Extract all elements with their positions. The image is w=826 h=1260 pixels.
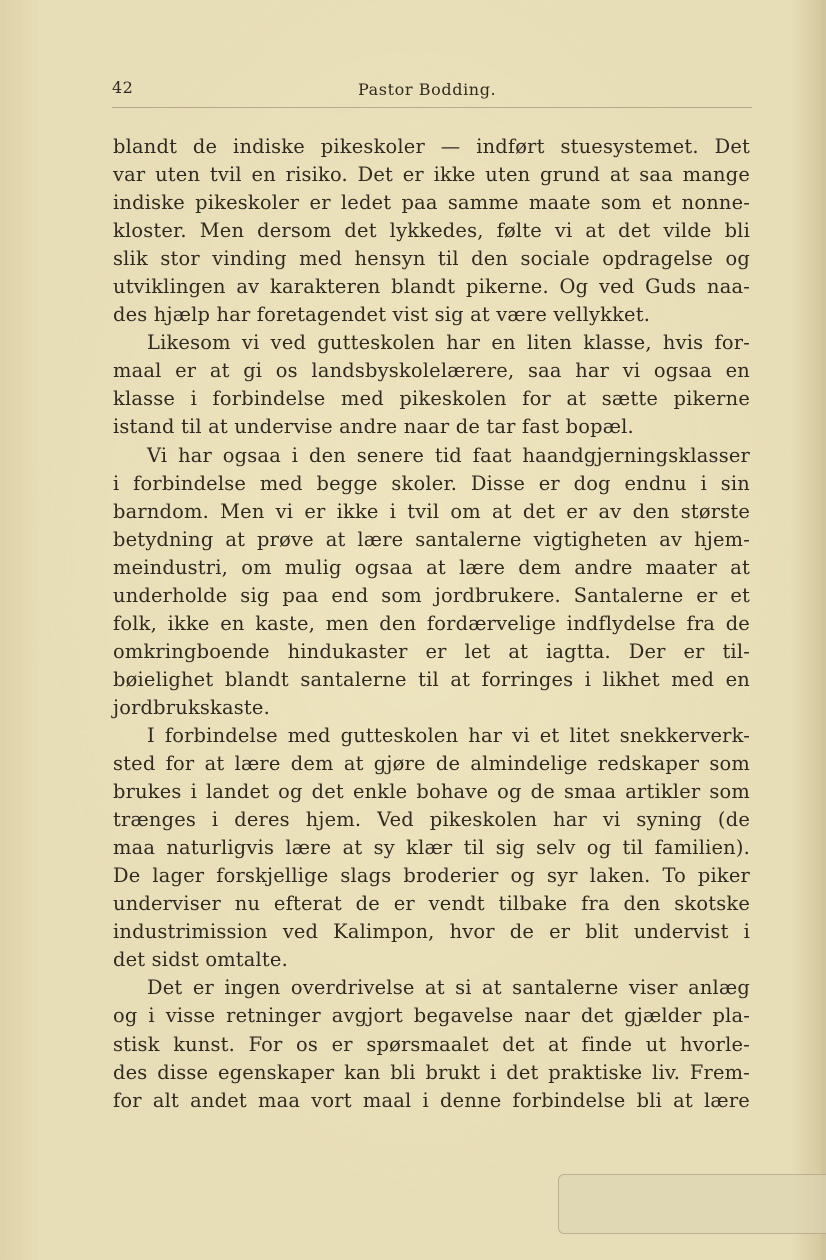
text-line: maa naturligvis lære at sy klær til sig selv og til familien). [113, 836, 750, 860]
text-line: istand til at undervise andre naar de tar fast bopæl. [113, 415, 634, 439]
page-number: 42 [112, 78, 134, 97]
text-line: des disse egenskaper kan bli brukt i det praktiske liv. Frem- [113, 1060, 750, 1084]
running-title: Pastor Bodding. [358, 80, 497, 99]
text-line: bøielighet blandt santalerne til at forringes i likhet med en [113, 667, 750, 691]
text-line: Likesom vi ved gutteskolen har en liten klasse, hvis for- [147, 331, 750, 355]
text-line: underholde sig paa end som jordbrukere. Santalerne er et [113, 583, 750, 607]
text-line: klasse i forbindelse med pikeskolen for at sætte pikerne [113, 387, 750, 411]
text-line: utviklingen av karakteren blandt pikerne. Og ved Guds naa- [113, 275, 750, 299]
text-line: brukes i landet og det enkle bohave og de smaa artikler som [113, 780, 750, 804]
text-line: det sidst omtalte. [113, 948, 288, 972]
text-line: Vi har ogsaa i den senere tid faat haandgjerningsklasser [147, 443, 750, 467]
text-line: De lager forskjellige slags broderier og syr laken. To piker [113, 864, 750, 888]
text-line: maal er at gi os landsbyskolelærere, saa har vi ogsaa en [113, 359, 750, 383]
text-line: og i visse retninger avgjort begavelse naar det gjælder pla- [113, 1004, 750, 1028]
text-line: for alt andet maa vort maal i denne forbindelse bli at lære [113, 1088, 750, 1112]
text-line: des hjælp har foretagendet vist sig at være vellykket. [113, 303, 651, 327]
text-line: I forbindelse med gutteskolen har vi et litet snekkerverk- [147, 723, 750, 747]
page-edge [821, 0, 826, 1260]
text-line: i forbindelse med begge skoler. Disse er dog endnu i sin [113, 471, 750, 495]
body-text [113, 133, 750, 1115]
page-header [112, 78, 752, 100]
text-line: indiske pikeskoler er ledet paa samme maate som et nonne- [113, 191, 750, 215]
text-line: Det er ingen overdrivelse at si at santalerne viser anlæg [147, 976, 750, 1000]
text-line: var uten tvil en risiko. Det er ikke uten grund at saa mange [113, 163, 750, 187]
text-line: omkringboende hindukaster er let at iagtta. Der er til- [113, 639, 750, 663]
text-line: kloster. Men dersom det lykkedes, følte vi at det vilde bli [113, 219, 750, 243]
text-line: blandt de indiske pikeskoler — indført stuesystemet. Det [113, 135, 750, 158]
text-line: jordbrukskaste. [113, 695, 270, 719]
text-line: industrimission ved Kalimpon, hvor de er blit undervist i [113, 920, 750, 944]
header-rule [112, 107, 752, 108]
text-line: betydning at prøve at lære santalerne vigtigheten av hjem- [113, 527, 750, 551]
text-line: sted for at lære dem at gjøre de almindelige redskaper som [113, 752, 750, 776]
text-line: meindustri, om mulig ogsaa at lære dem andre maater at [113, 555, 750, 579]
text-line: barndom. Men vi er ikke i tvil om at det er av den største [113, 499, 750, 523]
text-line: folk, ikke en kaste, men den fordærvelige indflydelse fra de [113, 611, 750, 635]
text-line: slik stor vinding med hensyn til den sociale opdragelse og [113, 247, 750, 271]
text-line: stisk kunst. For os er spørsmaalet det at finde ut hvorle- [113, 1032, 750, 1056]
text-line: underviser nu efterat de er vendt tilbake fra den skotske [113, 892, 750, 916]
paper-patch [558, 1174, 826, 1234]
text-line: trænges i deres hjem. Ved pikeskolen har vi syning (de [113, 808, 750, 832]
